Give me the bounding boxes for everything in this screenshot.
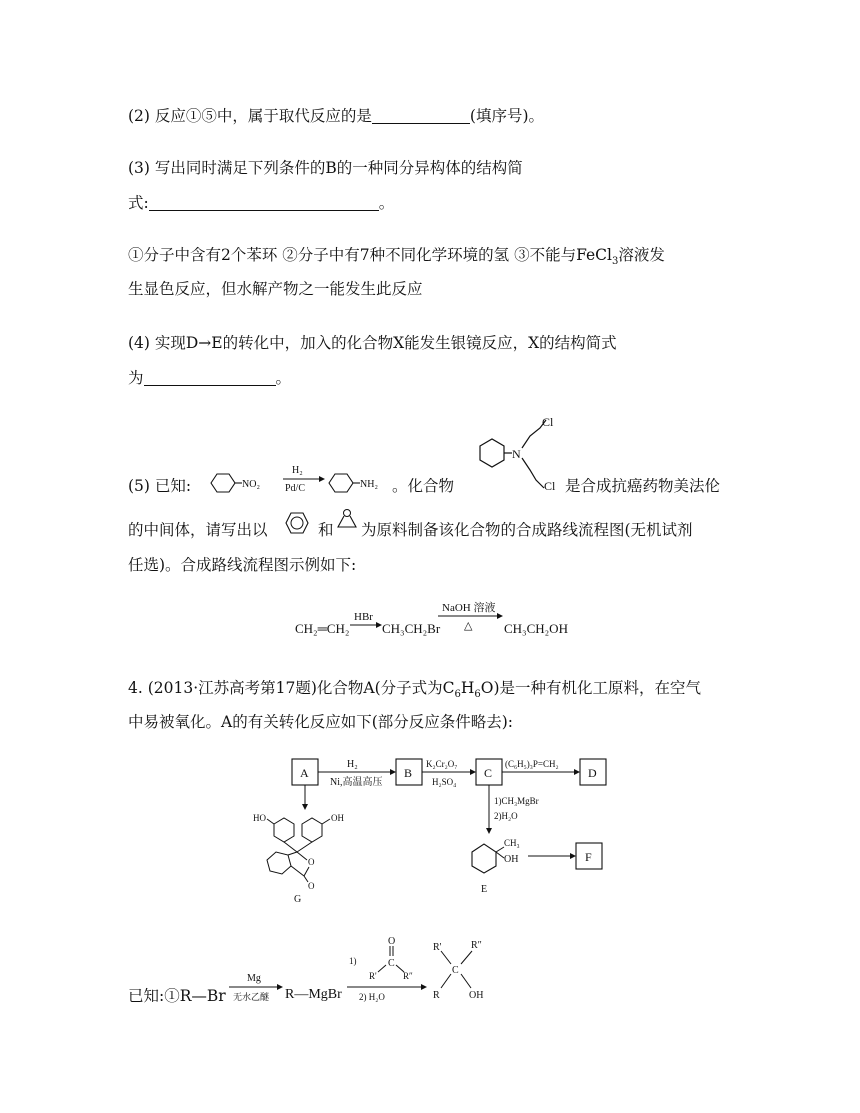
k2cr2o7-label: K₂Cr₂O₇	[426, 759, 458, 769]
naoh-reagent: NaOH 溶液	[442, 602, 496, 614]
question-4-sub-line1	[128, 331, 617, 353]
g-oh: OH	[331, 813, 344, 823]
q4-line2: 中易被氧化。A的有关转化反应如下(部分反应条件略去):	[128, 713, 514, 731]
n-atom: N	[512, 447, 521, 461]
q5-line2-a: 的中间体，请写出以	[128, 521, 268, 539]
label-d: D	[588, 766, 597, 780]
h2so4-label: H₂SO₄	[432, 777, 457, 787]
ethanol: CH₃CH₂OH	[504, 621, 568, 636]
q5-line3: 任选)。合成路线流程图示例如下:	[128, 556, 357, 574]
q4-line1-a: 4. (2013·江苏高考第17题)化合物A(分子式为C	[128, 679, 455, 697]
q2-text: (2) 反应①⑤中，属于取代反应的是	[128, 107, 372, 125]
product-c: C	[452, 965, 459, 976]
q5-label: (5) 已知:	[128, 477, 192, 495]
target-compound-structure	[460, 408, 570, 500]
question-3-line2	[128, 191, 394, 213]
q5-line2-c: 为原料制备该化合物的合成路线流程图(无机试剂	[361, 521, 693, 539]
label-c: C	[484, 766, 493, 780]
question-3-line1	[128, 156, 523, 178]
question-3-condition-1	[128, 243, 665, 267]
q5-tail: 是合成抗癌药物美法伦	[565, 477, 721, 495]
product-r2: R″	[471, 940, 482, 951]
question-4-sub-line2	[128, 366, 291, 388]
ketone-r2: R″	[403, 971, 413, 981]
label-f: F	[585, 850, 592, 864]
product-r1: R'	[433, 942, 442, 953]
step-1: 1)	[349, 956, 357, 966]
question-4-line1	[128, 676, 701, 700]
q4sub-line1: (4) 实现D→E的转化中，加入的化合物X能发生银镜反应，X的结构简式	[128, 334, 617, 352]
label-g: G	[294, 894, 302, 905]
example-route	[292, 598, 582, 642]
grignard-known-reaction	[225, 928, 505, 1008]
wittig-reagent: (C₆H₅)₃P=CH₂	[505, 759, 559, 769]
q5-mid: 。化合物	[392, 477, 455, 495]
e-ch3: CH₃	[504, 838, 520, 848]
q3-line2-tail: 。	[378, 194, 395, 212]
step-2: 2) H₂O	[359, 992, 385, 1002]
q4sub-line2-tail: 。	[275, 369, 292, 387]
q4-line1-c: O)是一种有机化工原料，在空气	[480, 679, 702, 697]
q4-sub6b: 6	[474, 689, 481, 701]
no2-label: NO₂	[242, 479, 260, 490]
bromoethane: CH₃CH₂Br	[382, 621, 441, 636]
ni-condition: Ni,高温高压	[330, 777, 383, 788]
e-oh: OH	[504, 854, 519, 865]
q3-cond1-tail: 溶液发	[618, 246, 665, 264]
g-carbonyl-o: O	[308, 881, 315, 891]
q5-line2-b: 和	[318, 521, 334, 539]
ketone-c: C	[388, 958, 395, 969]
q4-line1-b: H	[460, 679, 475, 697]
cl-bottom: Cl	[544, 479, 556, 493]
product-r: R	[433, 990, 440, 1001]
hbr-reagent: HBr	[354, 611, 373, 623]
q4-sub6a: 6	[454, 689, 461, 701]
question-5-line2-and	[318, 518, 334, 540]
ketone-o: O	[388, 936, 396, 947]
nitro-reduction-scheme	[205, 462, 400, 502]
question-5-line3	[128, 553, 356, 575]
product-oh: OH	[469, 990, 484, 1001]
known-label	[128, 984, 226, 1006]
question-2	[128, 104, 544, 126]
question-5-tail	[565, 474, 720, 496]
answer-blank[interactable]	[149, 194, 379, 211]
question-5-line2-rest	[361, 518, 693, 540]
rmgbr: R—MgBr	[285, 987, 342, 1002]
h2o-step: 2)H₂O	[494, 811, 518, 821]
q3-line2-head: 式:	[128, 194, 149, 212]
question-5-line1	[128, 474, 191, 496]
question-5-line2	[128, 518, 268, 540]
question-5-mid	[392, 474, 454, 496]
ethylene: CH₂═CH₂	[295, 621, 350, 636]
q2-tail: (填序号)。	[469, 107, 544, 125]
ketone-r1: R'	[369, 971, 377, 981]
question-3-condition-2	[128, 277, 423, 299]
h2-label: H₂	[347, 759, 358, 770]
g-ho: HO	[253, 813, 266, 823]
q3-cond1-sub: 3	[611, 256, 619, 268]
g-ring-o: O	[308, 857, 315, 867]
answer-blank[interactable]	[144, 369, 276, 386]
known-label-text: 已知:①R—Br	[128, 987, 226, 1005]
pd-c-catalyst: Pd/C	[285, 483, 306, 494]
mg-reagent: Mg	[247, 973, 261, 984]
ethylene-oxide-icon	[334, 507, 360, 533]
h2-reagent: H₂	[292, 465, 303, 476]
question-4-line2	[128, 710, 513, 732]
heat-symbol: △	[464, 620, 473, 632]
nh2-label: NH₂	[360, 479, 378, 490]
q4sub-line2-head: 为	[128, 369, 144, 387]
q3-cond2: 生显色反应，但水解产物之一能发生此反应	[128, 280, 423, 298]
reaction-scheme	[250, 752, 620, 907]
cl-top: Cl	[542, 415, 554, 429]
label-a: A	[300, 766, 309, 780]
label-b: B	[404, 766, 413, 780]
q3-line1-text: (3) 写出同时满足下列条件的B的一种同分异构体的结构简	[128, 159, 523, 177]
label-e: E	[481, 884, 488, 895]
benzene-icon	[283, 509, 311, 537]
ch3mgbr-step: 1)CH₃MgBr	[494, 796, 539, 806]
ether-solvent: 无水乙醚	[233, 992, 270, 1002]
answer-blank[interactable]	[372, 107, 470, 124]
q3-cond1: ①分子中含有2个苯环 ②分子中有7种不同化学环境的氢 ③不能与FeCl	[128, 246, 612, 264]
